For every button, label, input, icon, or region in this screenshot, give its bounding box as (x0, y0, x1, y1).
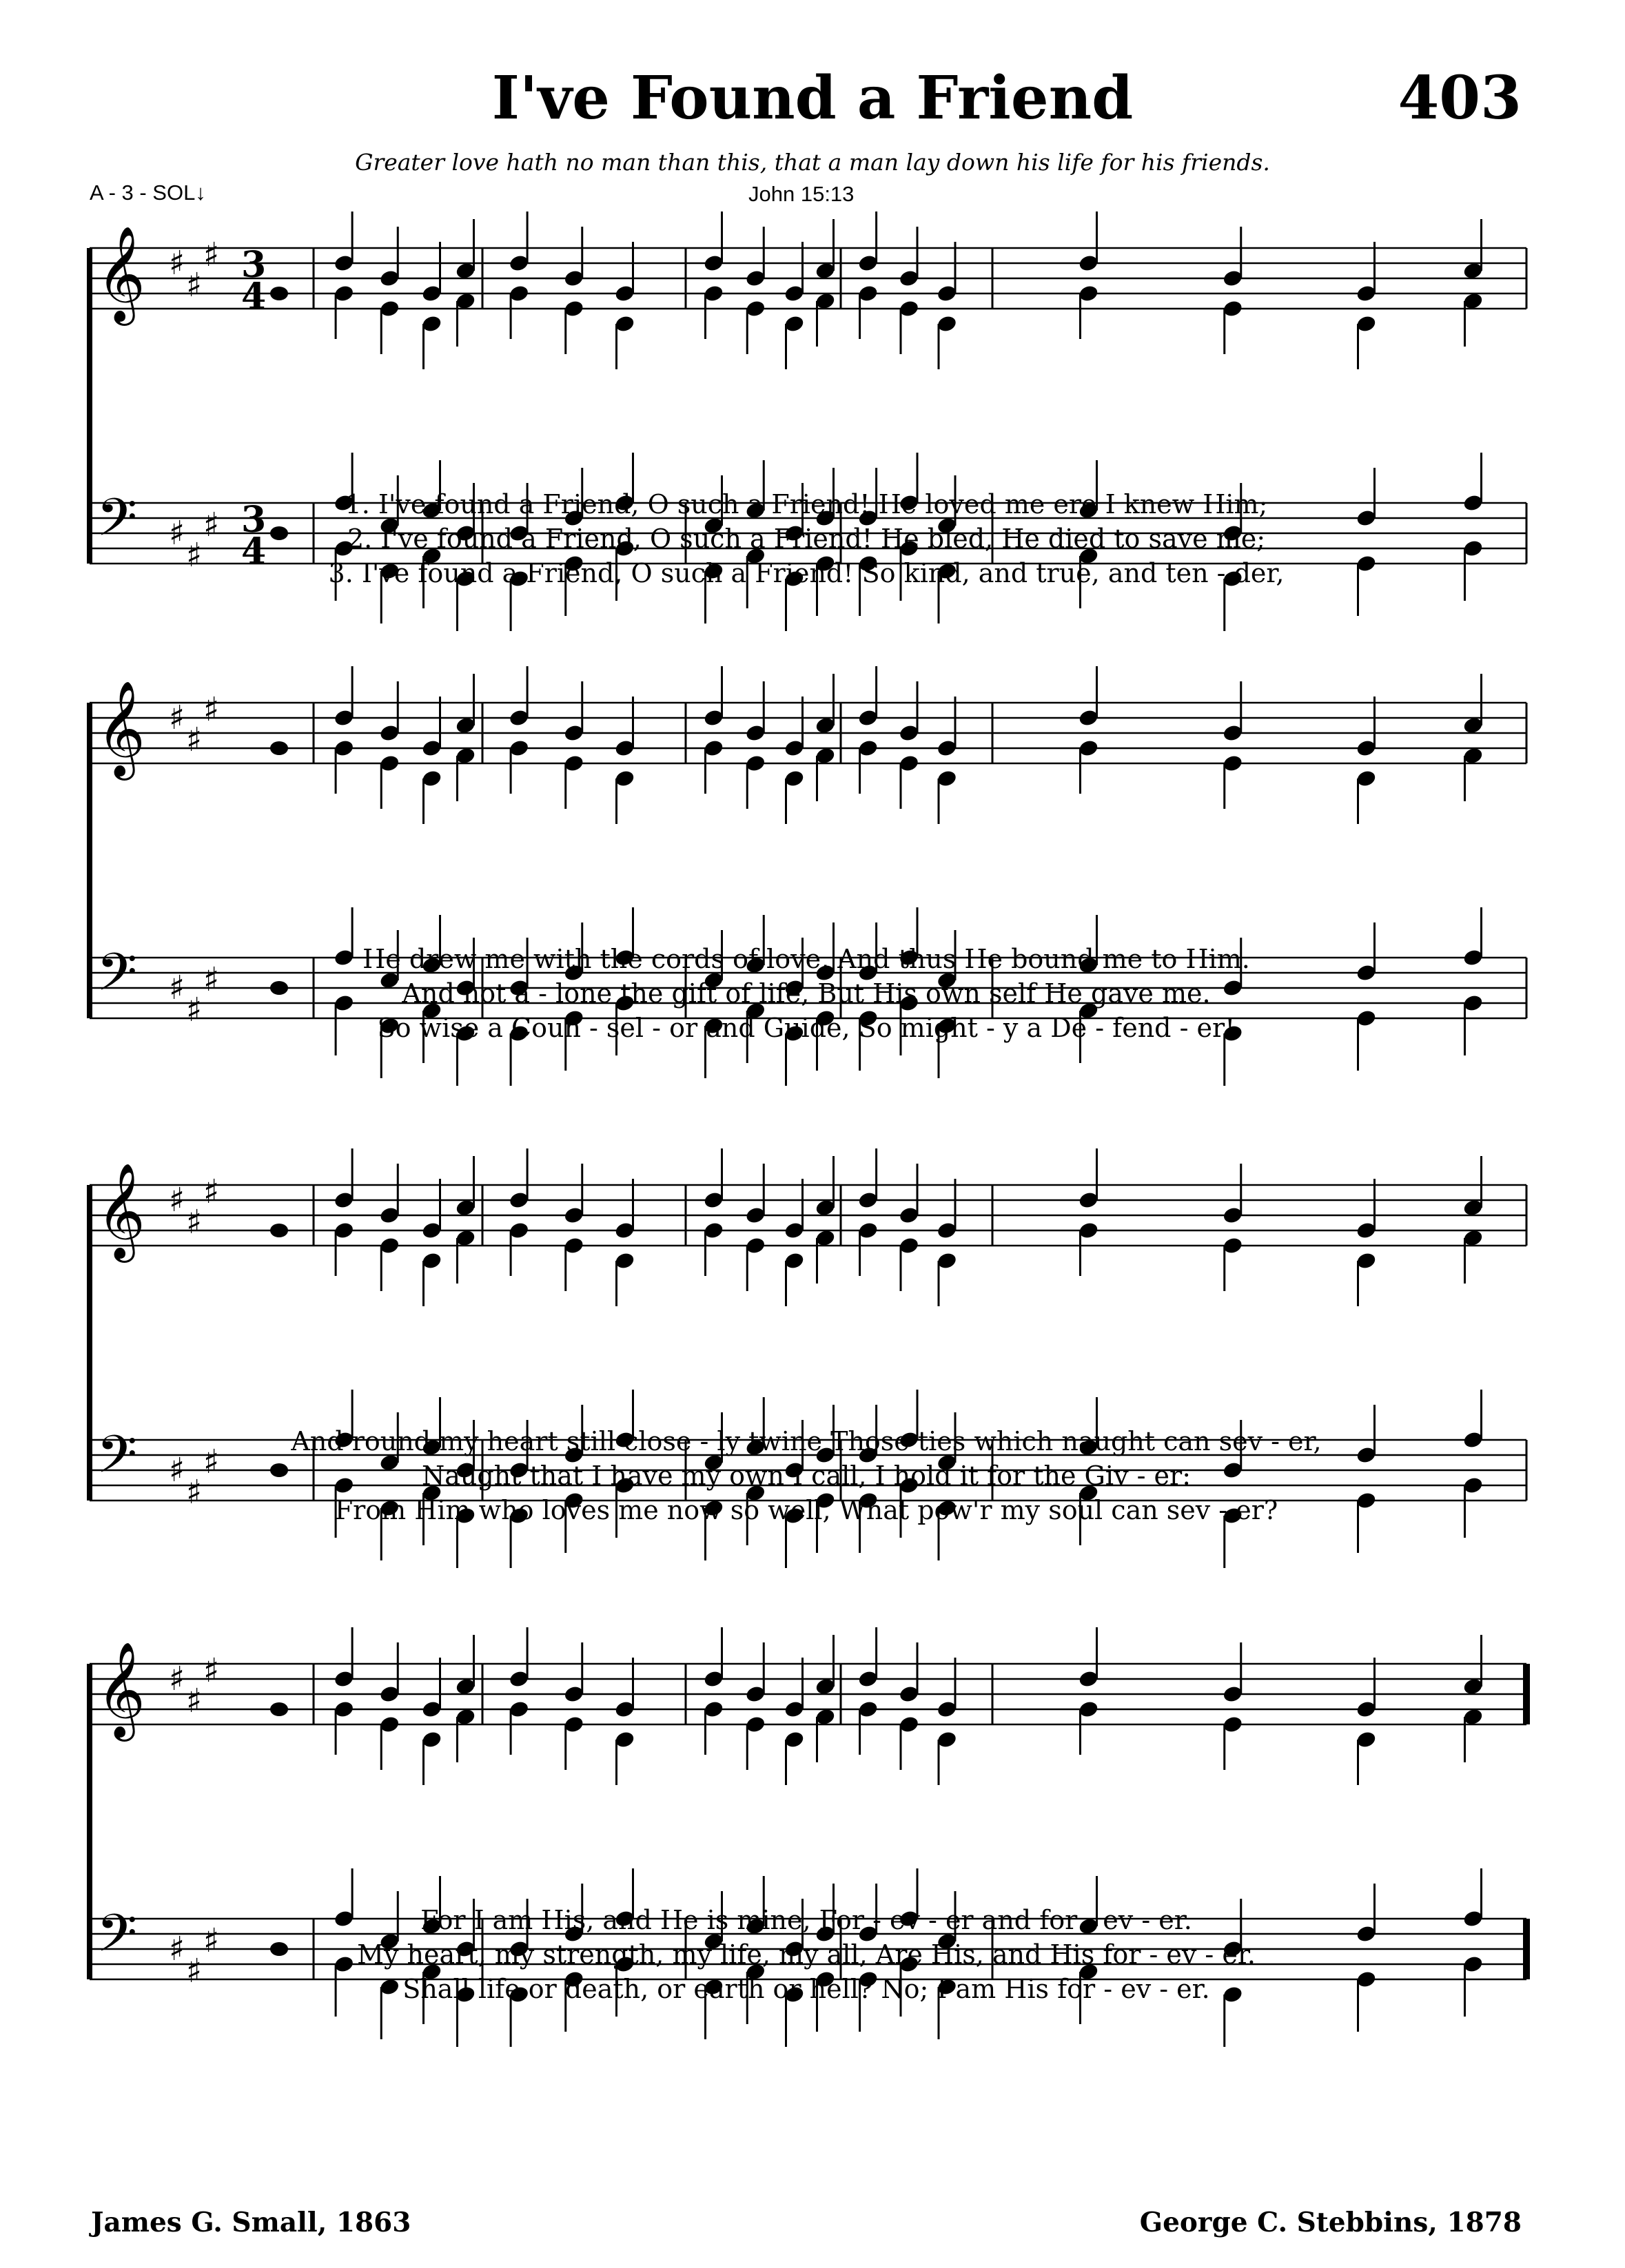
treble-clef-icon: 𝄞 (96, 681, 145, 776)
bass-clef-icon: 𝄢 (96, 487, 138, 561)
sharp-icon: ♯ (169, 1930, 185, 1968)
note-head (270, 741, 288, 755)
lyric-line-3: From Him who loves me now so well, What pow'r my soul can sev - er? (334, 1495, 1278, 1525)
sharp-icon: ♯ (169, 699, 185, 737)
lyric-line-3: Shall life or death, or earth or hell? No; I am His for - ev - er. (402, 1974, 1210, 2004)
lyric-line-3: So wise a Coun - sel - or and Guide, So might - y a De - fend - er! (377, 1013, 1236, 1043)
sharp-icon: ♯ (186, 1952, 203, 1990)
sharp-icon: ♯ (169, 969, 185, 1007)
hymn-number: 403 (1398, 63, 1522, 133)
bass-time-numerator: 3 (241, 499, 267, 541)
sharp-icon: ♯ (203, 1651, 220, 1690)
treble-staff (90, 1148, 1526, 1306)
bass-time-denominator: 4 (241, 530, 267, 573)
treble-staff (90, 212, 1526, 369)
lyric-line-1: 1. I've found a Friend, O such a Friend! He loved me ere I knew Him; (345, 489, 1268, 519)
sharp-icon: ♯ (203, 506, 220, 544)
note-head (270, 1942, 288, 1956)
sharp-icon: ♯ (186, 1203, 203, 1241)
treble-time-denominator: 4 (241, 276, 267, 318)
sharp-icon: ♯ (186, 1682, 203, 1720)
treble-clef-icon: 𝄞 (96, 1642, 145, 1738)
scripture-reference: John 15:13 (748, 182, 855, 206)
music-system-2 (0, 661, 1625, 1144)
lyric-line-2: Naught that I have my own I call, I hold it for the Giv - er: (422, 1461, 1191, 1491)
lyric-line-2: And not a - lone the gift of life, But His own self He gave me. (402, 978, 1211, 1009)
sharp-icon: ♯ (186, 266, 203, 305)
music-system-1 (0, 207, 1625, 689)
bass-clef-icon: 𝄢 (96, 942, 138, 1016)
sharp-icon: ♯ (169, 514, 185, 553)
sharp-icon: ♯ (203, 1921, 220, 1960)
sharp-icon: ♯ (203, 960, 220, 999)
sharp-icon: ♯ (169, 1660, 185, 1698)
note-head (270, 287, 288, 300)
note-head (270, 1224, 288, 1237)
sharp-icon: ♯ (203, 1443, 220, 1481)
sharp-icon: ♯ (186, 991, 203, 1029)
music-system-3 (0, 1144, 1625, 1626)
lyric-line-1: He drew me with the cords of love, And thus He bound me to Him. (362, 944, 1250, 974)
lyric-line-2: My heart, my strength, my life, my all, Are His, and His for - ev - er. (357, 1939, 1256, 1970)
sharp-icon: ♯ (169, 1451, 185, 1489)
composer-credit: George C. Stebbins, 1878 (1139, 2207, 1522, 2238)
note-head (270, 1463, 288, 1477)
music-system-4 (0, 1622, 1625, 2105)
key-indicator: A - 3 - SOL↓ (90, 181, 206, 205)
lyric-line-2: 2. I've found a Friend, O such a Friend! He bled, He died to save me; (347, 524, 1266, 554)
bass-clef-icon: 𝄢 (96, 1903, 138, 1977)
sharp-icon: ♯ (203, 1173, 220, 1211)
bass-clef-icon: 𝄢 (96, 1424, 138, 1498)
sharp-icon: ♯ (186, 1473, 203, 1512)
sharp-icon: ♯ (203, 236, 220, 274)
sharp-icon: ♯ (186, 536, 203, 575)
treble-clef-icon: 𝄞 (96, 226, 145, 322)
treble-staff (90, 1627, 1526, 1785)
epigraph: Greater love hath no man than this, that a man lay down his life for his friends. (355, 149, 1270, 176)
note-head (270, 981, 288, 995)
sharp-icon: ♯ (169, 1181, 185, 1219)
sharp-icon: ♯ (186, 721, 203, 759)
author-credit: James G. Small, 1863 (91, 2207, 411, 2238)
sharp-icon: ♯ (203, 690, 220, 729)
note-head (270, 526, 288, 540)
lyric-line-1: And round my heart still close - ly twine Those ties which naught can sev - er, (291, 1426, 1322, 1456)
lyric-line-1: For I am His, and He is mine, For - ev - er and for - ev - er. (420, 1905, 1192, 1935)
treble-staff (90, 666, 1526, 824)
sharp-icon: ♯ (169, 244, 185, 282)
hymn-title: I've Found a Friend (491, 63, 1134, 133)
note-head (270, 1702, 288, 1716)
lyric-line-3: 3. I've found a Friend, O such a Friend! So kind, and true, and ten - der, (328, 558, 1285, 588)
treble-time-numerator: 3 (241, 244, 267, 286)
treble-clef-icon: 𝄞 (96, 1163, 145, 1259)
